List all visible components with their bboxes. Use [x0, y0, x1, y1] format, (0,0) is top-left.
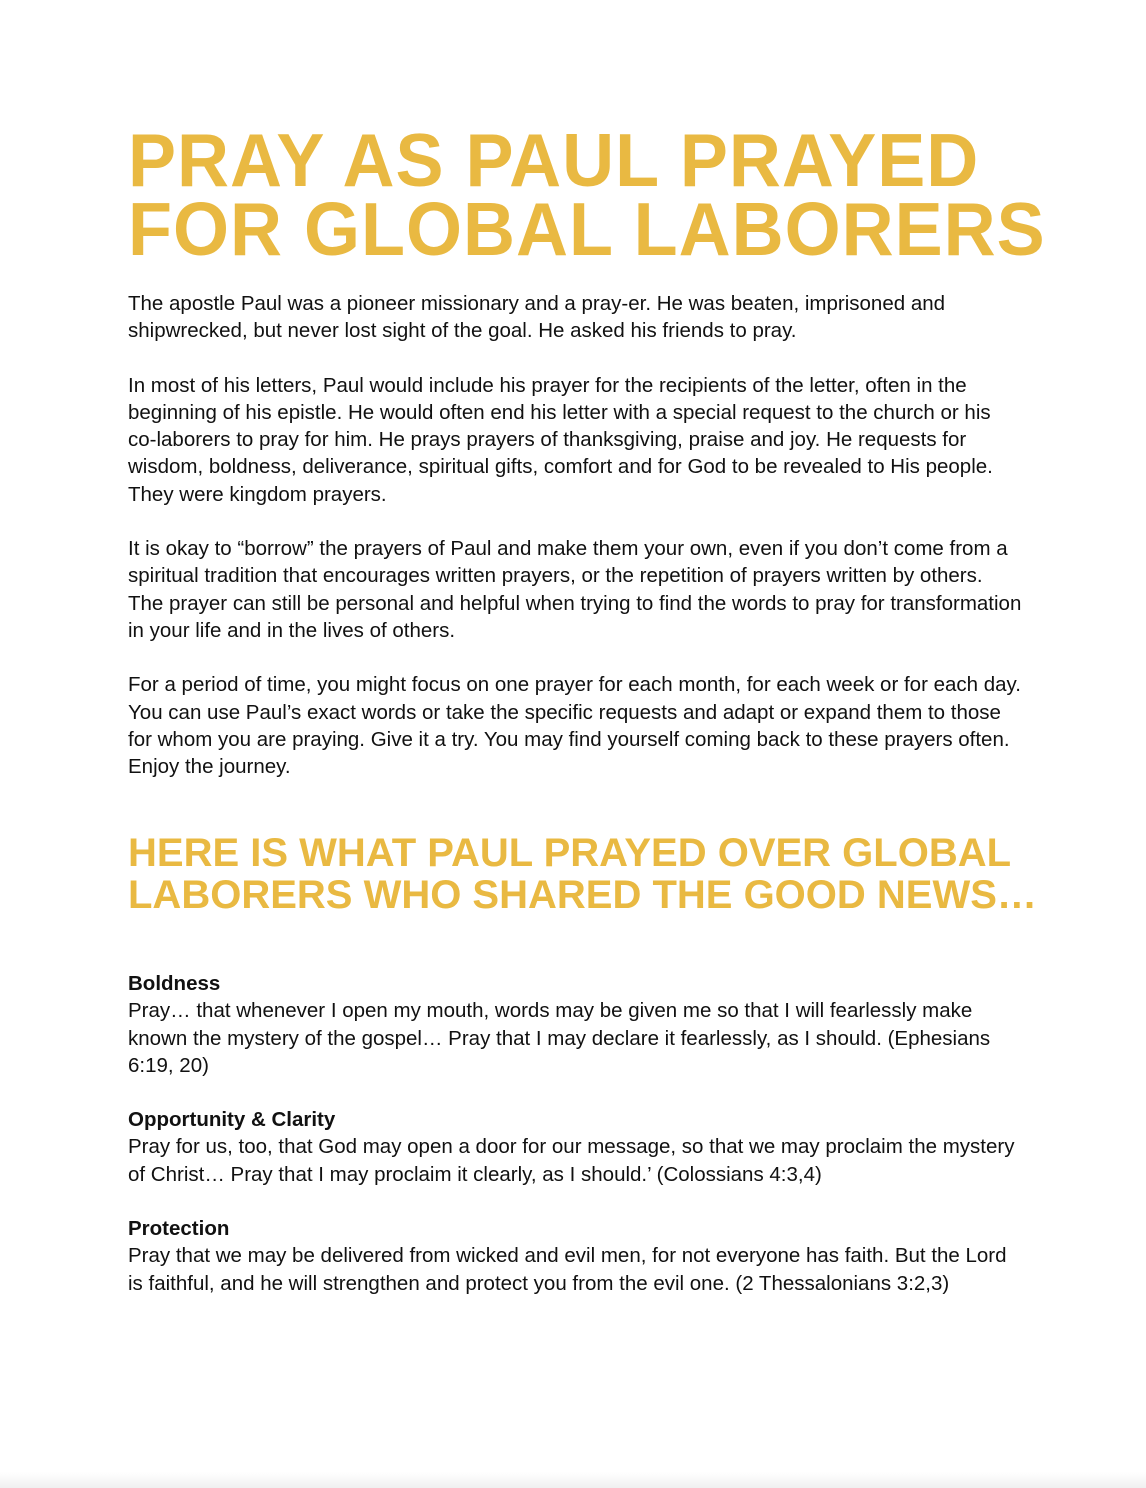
prayer-heading: Protection: [128, 1217, 230, 1241]
prayer-heading: Opportunity & Clarity: [128, 1108, 336, 1132]
page-bottom-edge: [0, 1472, 1146, 1488]
intro-paragraph: For a period of time, you might focus on one prayer for each month, for each week or for each day. You can use Paul’s exact words or take the specific requests and adapt or expand them to those for whom you are praying. Give it a try. You may find yourself coming back to these prayers often. Enjoy the journey.: [128, 673, 1021, 779]
prayer-item: [128, 1215, 1023, 1297]
prayer-text: Pray… that whenever I open my mouth, words may be given me so that I will fearlessly make known the mystery of the gospel… Pray that I may declare it fearlessly, as I should. (Ephesians 6:19, 20): [128, 999, 991, 1077]
prayer-item: [128, 1106, 1023, 1188]
section-heading: [128, 832, 1037, 916]
prayer-item: [128, 970, 1023, 1079]
section-heading-line-1: HERE IS WHAT PAUL PRAYED OVER GLOBAL: [128, 831, 1012, 875]
section-heading-line-2: LABORERS WHO SHARED THE GOOD NEWS…: [128, 873, 1037, 917]
prayer-text: Pray for us, too, that God may open a door for our message, so that we may proclaim the mystery of Christ… Pray that I may proclaim it clearly, as I should.’ (Colossians 4:3,4): [128, 1135, 1015, 1186]
prayer-text: Pray that we may be delivered from wicked and evil men, for not everyone has faith. But the Lord is faithful, and he will strengthen and protect you from the evil one. (2 Thessalonians 3:2,3): [128, 1244, 1007, 1295]
intro-paragraph: In most of his letters, Paul would include his prayer for the recipients of the letter, often in the beginning of his epistle. He would often end his letter with a special request to the church or his co-laborers to pray for him. He prays prayers of thanksgiving, praise and joy. He requests for wisdom, boldness, deliverance, spiritual gifts, comfort and for God to be revealed to His people. They were kingdom prayers.: [128, 373, 993, 506]
intro-paragraph: The apostle Paul was a pioneer missionary and a pray-er. He was beaten, imprisoned and shipwrecked, but never lost sight of the goal. He asked his friends to pray.: [128, 292, 946, 343]
prayer-heading: Boldness: [128, 972, 221, 995]
intro-section: [128, 290, 1023, 807]
title-line-1: PRAY AS PAUL PRAYED: [128, 118, 980, 203]
intro-paragraph: It is okay to “borrow” the prayers of Paul and make them your own, even if you don’t come from a spiritual tradition that encourages written prayers, or the repetition of prayers written by others. The prayer can still be personal and helpful when trying to find the words to pray for transformation in your life and in the lives of others.: [128, 537, 1022, 642]
prayer-list: [128, 970, 1023, 1324]
title-line-2: FOR GLOBAL LABORERS: [128, 187, 1046, 272]
page-title: [128, 118, 1046, 272]
